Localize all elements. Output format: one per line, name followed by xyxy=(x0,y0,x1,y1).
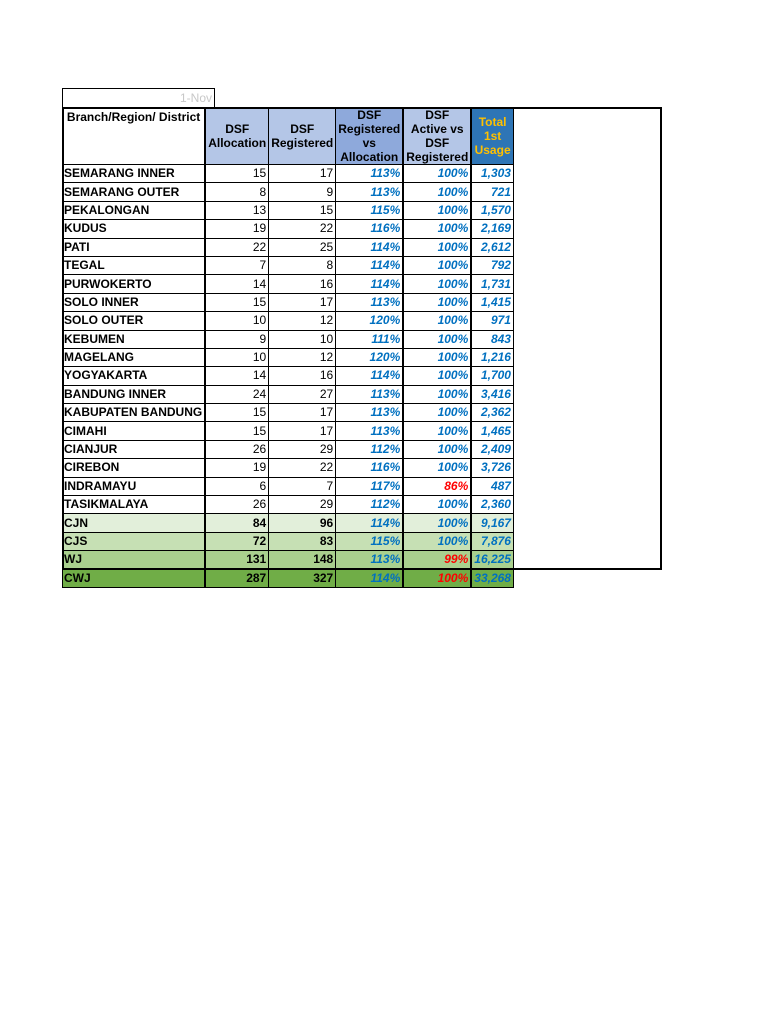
table-row xyxy=(63,569,514,587)
cell-active-vs-reg[interactable]: 100% xyxy=(403,183,471,201)
cell-reg-vs-alloc[interactable]: 113% xyxy=(336,404,404,422)
cell-branch[interactable]: SEMARANG OUTER xyxy=(63,183,206,201)
table-row xyxy=(63,183,514,201)
cell-registered[interactable]: 15 xyxy=(269,201,336,219)
cell-registered[interactable]: 17 xyxy=(269,422,336,440)
cell-registered[interactable]: 327 xyxy=(269,569,336,587)
cell-registered[interactable]: 16 xyxy=(269,367,336,385)
cell-allocation[interactable]: 14 xyxy=(205,367,269,385)
cell-branch[interactable]: BANDUNG INNER xyxy=(63,385,206,403)
cell-allocation[interactable]: 84 xyxy=(205,514,269,532)
table-row xyxy=(63,367,514,385)
cell-active-vs-reg[interactable]: 100% xyxy=(403,514,471,532)
cell-reg-vs-alloc[interactable]: 114% xyxy=(336,367,404,385)
cell-reg-vs-alloc[interactable]: 120% xyxy=(336,348,404,366)
cell-registered[interactable]: 8 xyxy=(269,256,336,274)
table-row xyxy=(63,312,514,330)
cell-active-vs-reg[interactable]: 100% xyxy=(403,293,471,311)
table-row xyxy=(63,514,514,532)
cell-allocation[interactable]: 10 xyxy=(205,348,269,366)
cell-allocation[interactable]: 19 xyxy=(205,220,269,238)
cell-allocation[interactable]: 6 xyxy=(205,477,269,495)
cell-active-vs-reg[interactable]: 100% xyxy=(403,220,471,238)
cell-allocation[interactable]: 10 xyxy=(205,312,269,330)
cell-usage[interactable]: 1,303 xyxy=(471,165,513,183)
table-row xyxy=(63,440,514,458)
cell-active-vs-reg[interactable]: 99% xyxy=(403,551,471,569)
cell-branch[interactable]: WJ xyxy=(63,551,206,569)
cell-active-vs-reg[interactable]: 100% xyxy=(403,165,471,183)
cell-active-vs-reg[interactable]: 100% xyxy=(403,312,471,330)
cell-registered[interactable]: 83 xyxy=(269,532,336,550)
cell-allocation[interactable]: 14 xyxy=(205,275,269,293)
cell-branch[interactable]: TEGAL xyxy=(63,256,206,274)
cell-usage[interactable]: 2,409 xyxy=(471,440,513,458)
cell-reg-vs-alloc[interactable]: 113% xyxy=(336,551,404,569)
cell-reg-vs-alloc[interactable]: 117% xyxy=(336,477,404,495)
table-row xyxy=(63,459,514,477)
dsf-table xyxy=(62,107,514,588)
cell-allocation[interactable]: 26 xyxy=(205,440,269,458)
cell-active-vs-reg[interactable]: 100% xyxy=(403,238,471,256)
cell-branch[interactable]: CJS xyxy=(63,532,206,550)
cell-allocation[interactable]: 24 xyxy=(205,385,269,403)
cell-branch[interactable]: SOLO OUTER xyxy=(63,312,206,330)
cell-registered[interactable]: 148 xyxy=(269,551,336,569)
cell-active-vs-reg[interactable]: 100% xyxy=(403,496,471,514)
cell-branch[interactable]: KUDUS xyxy=(63,220,206,238)
cell-active-vs-reg[interactable]: 100% xyxy=(403,532,471,550)
cell-usage[interactable]: 2,360 xyxy=(471,496,513,514)
table-row xyxy=(63,532,514,550)
table-row xyxy=(63,293,514,311)
cell-active-vs-reg[interactable]: 100% xyxy=(403,569,471,587)
cell-usage[interactable]: 33,268 xyxy=(471,569,513,587)
cell-reg-vs-alloc[interactable]: 111% xyxy=(336,330,404,348)
cell-usage[interactable]: 2,362 xyxy=(471,404,513,422)
cell-allocation[interactable]: 26 xyxy=(205,496,269,514)
cell-reg-vs-alloc[interactable]: 120% xyxy=(336,312,404,330)
cell-branch[interactable]: TASIKMALAYA xyxy=(63,496,206,514)
cell-allocation[interactable]: 8 xyxy=(205,183,269,201)
cell-usage[interactable]: 721 xyxy=(471,183,513,201)
cell-registered[interactable]: 96 xyxy=(269,514,336,532)
cell-usage[interactable]: 971 xyxy=(471,312,513,330)
cell-usage[interactable]: 1,731 xyxy=(471,275,513,293)
header-registered[interactable]: DSF Registered xyxy=(269,108,336,165)
cell-usage[interactable]: 3,416 xyxy=(471,385,513,403)
cell-reg-vs-alloc[interactable]: 114% xyxy=(336,256,404,274)
table-row xyxy=(63,238,514,256)
cell-allocation[interactable]: 9 xyxy=(205,330,269,348)
cell-allocation[interactable]: 72 xyxy=(205,532,269,550)
cell-branch[interactable]: MAGELANG xyxy=(63,348,206,366)
cell-registered[interactable]: 29 xyxy=(269,496,336,514)
cell-branch[interactable]: INDRAMAYU xyxy=(63,477,206,495)
cell-allocation[interactable]: 7 xyxy=(205,256,269,274)
header-active-vs-reg[interactable]: DSF Active vs DSF Registered xyxy=(403,108,471,165)
cell-allocation[interactable]: 22 xyxy=(205,238,269,256)
cell-usage[interactable]: 1,700 xyxy=(471,367,513,385)
cell-reg-vs-alloc[interactable]: 114% xyxy=(336,275,404,293)
cell-allocation[interactable]: 15 xyxy=(205,404,269,422)
cell-reg-vs-alloc[interactable]: 113% xyxy=(336,422,404,440)
cell-branch[interactable]: PATI xyxy=(63,238,206,256)
cell-reg-vs-alloc[interactable]: 114% xyxy=(336,238,404,256)
cell-registered[interactable]: 25 xyxy=(269,238,336,256)
table-row xyxy=(63,275,514,293)
cell-reg-vs-alloc[interactable]: 113% xyxy=(336,165,404,183)
cell-registered[interactable]: 12 xyxy=(269,348,336,366)
cell-branch[interactable]: PURWOKERTO xyxy=(63,275,206,293)
cell-registered[interactable]: 7 xyxy=(269,477,336,495)
header-allocation[interactable]: DSF Allocation xyxy=(205,108,269,165)
cell-branch[interactable]: CIANJUR xyxy=(63,440,206,458)
cell-usage[interactable]: 2,612 xyxy=(471,238,513,256)
cell-registered[interactable]: 27 xyxy=(269,385,336,403)
cell-usage[interactable]: 487 xyxy=(471,477,513,495)
cell-branch[interactable]: KABUPATEN BANDUNG xyxy=(63,404,206,422)
header-row xyxy=(63,108,514,165)
cell-usage[interactable]: 16,225 xyxy=(471,551,513,569)
cell-reg-vs-alloc[interactable]: 116% xyxy=(336,220,404,238)
date-cell[interactable]: 1-Nov xyxy=(62,88,215,107)
cell-registered[interactable]: 16 xyxy=(269,275,336,293)
table-row xyxy=(63,256,514,274)
cell-registered[interactable]: 29 xyxy=(269,440,336,458)
cell-reg-vs-alloc[interactable]: 112% xyxy=(336,496,404,514)
cell-branch[interactable]: SEMARANG INNER xyxy=(63,165,206,183)
table-row xyxy=(63,496,514,514)
cell-registered[interactable]: 22 xyxy=(269,459,336,477)
cell-allocation[interactable]: 15 xyxy=(205,293,269,311)
cell-reg-vs-alloc[interactable]: 114% xyxy=(336,514,404,532)
cell-registered[interactable]: 22 xyxy=(269,220,336,238)
cell-allocation[interactable]: 13 xyxy=(205,201,269,219)
cell-reg-vs-alloc[interactable]: 112% xyxy=(336,440,404,458)
cell-reg-vs-alloc[interactable]: 113% xyxy=(336,293,404,311)
cell-usage[interactable]: 792 xyxy=(471,256,513,274)
cell-usage[interactable]: 843 xyxy=(471,330,513,348)
cell-active-vs-reg[interactable]: 100% xyxy=(403,275,471,293)
table-row xyxy=(63,220,514,238)
cell-allocation[interactable]: 15 xyxy=(205,165,269,183)
cell-active-vs-reg[interactable]: 100% xyxy=(403,348,471,366)
cell-allocation[interactable]: 19 xyxy=(205,459,269,477)
cell-registered[interactable]: 9 xyxy=(269,183,336,201)
cell-active-vs-reg[interactable]: 100% xyxy=(403,440,471,458)
cell-reg-vs-alloc[interactable]: 113% xyxy=(336,385,404,403)
cell-registered[interactable]: 12 xyxy=(269,312,336,330)
cell-branch[interactable]: YOGYAKARTA xyxy=(63,367,206,385)
cell-allocation[interactable]: 287 xyxy=(205,569,269,587)
cell-active-vs-reg[interactable]: 100% xyxy=(403,330,471,348)
cell-reg-vs-alloc[interactable]: 115% xyxy=(336,532,404,550)
cell-usage[interactable]: 1,570 xyxy=(471,201,513,219)
cell-registered[interactable]: 17 xyxy=(269,293,336,311)
cell-reg-vs-alloc[interactable]: 115% xyxy=(336,201,404,219)
cell-reg-vs-alloc[interactable]: 114% xyxy=(336,569,404,587)
cell-allocation[interactable]: 131 xyxy=(205,551,269,569)
table-row xyxy=(63,348,514,366)
cell-branch[interactable]: CIMAHI xyxy=(63,422,206,440)
table-row xyxy=(63,385,514,403)
cell-branch[interactable]: CIREBON xyxy=(63,459,206,477)
table-body xyxy=(63,165,514,588)
cell-active-vs-reg[interactable]: 100% xyxy=(403,256,471,274)
table-row xyxy=(63,330,514,348)
table-row xyxy=(63,404,514,422)
cell-active-vs-reg[interactable]: 100% xyxy=(403,385,471,403)
cell-branch[interactable]: PEKALONGAN xyxy=(63,201,206,219)
cell-reg-vs-alloc[interactable]: 113% xyxy=(336,183,404,201)
cell-usage[interactable]: 1,415 xyxy=(471,293,513,311)
cell-branch[interactable]: CWJ xyxy=(63,569,206,587)
cell-active-vs-reg[interactable]: 100% xyxy=(403,422,471,440)
cell-branch[interactable]: KEBUMEN xyxy=(63,330,206,348)
cell-registered[interactable]: 17 xyxy=(269,165,336,183)
cell-active-vs-reg[interactable]: 100% xyxy=(403,367,471,385)
cell-registered[interactable]: 17 xyxy=(269,404,336,422)
table-row xyxy=(63,201,514,219)
cell-active-vs-reg[interactable]: 100% xyxy=(403,404,471,422)
table-row xyxy=(63,551,514,569)
cell-usage[interactable]: 1,465 xyxy=(471,422,513,440)
cell-branch[interactable]: SOLO INNER xyxy=(63,293,206,311)
cell-allocation[interactable]: 15 xyxy=(205,422,269,440)
table-row xyxy=(63,165,514,183)
cell-usage[interactable]: 1,216 xyxy=(471,348,513,366)
cell-registered[interactable]: 10 xyxy=(269,330,336,348)
cell-usage[interactable]: 7,876 xyxy=(471,532,513,550)
cell-usage[interactable]: 3,726 xyxy=(471,459,513,477)
header-reg-vs-alloc[interactable]: DSF Registered vs Allocation xyxy=(336,108,404,165)
cell-active-vs-reg[interactable]: 100% xyxy=(403,201,471,219)
table-row xyxy=(63,477,514,495)
cell-active-vs-reg[interactable]: 100% xyxy=(403,459,471,477)
cell-usage[interactable]: 2,169 xyxy=(471,220,513,238)
header-usage[interactable]: Total 1st Usage xyxy=(471,108,513,165)
cell-active-vs-reg[interactable]: 86% xyxy=(403,477,471,495)
cell-reg-vs-alloc[interactable]: 116% xyxy=(336,459,404,477)
cell-branch[interactable]: CJN xyxy=(63,514,206,532)
cell-usage[interactable]: 9,167 xyxy=(471,514,513,532)
header-branch[interactable]: Branch/Region/ District xyxy=(63,108,206,165)
table-row xyxy=(63,422,514,440)
